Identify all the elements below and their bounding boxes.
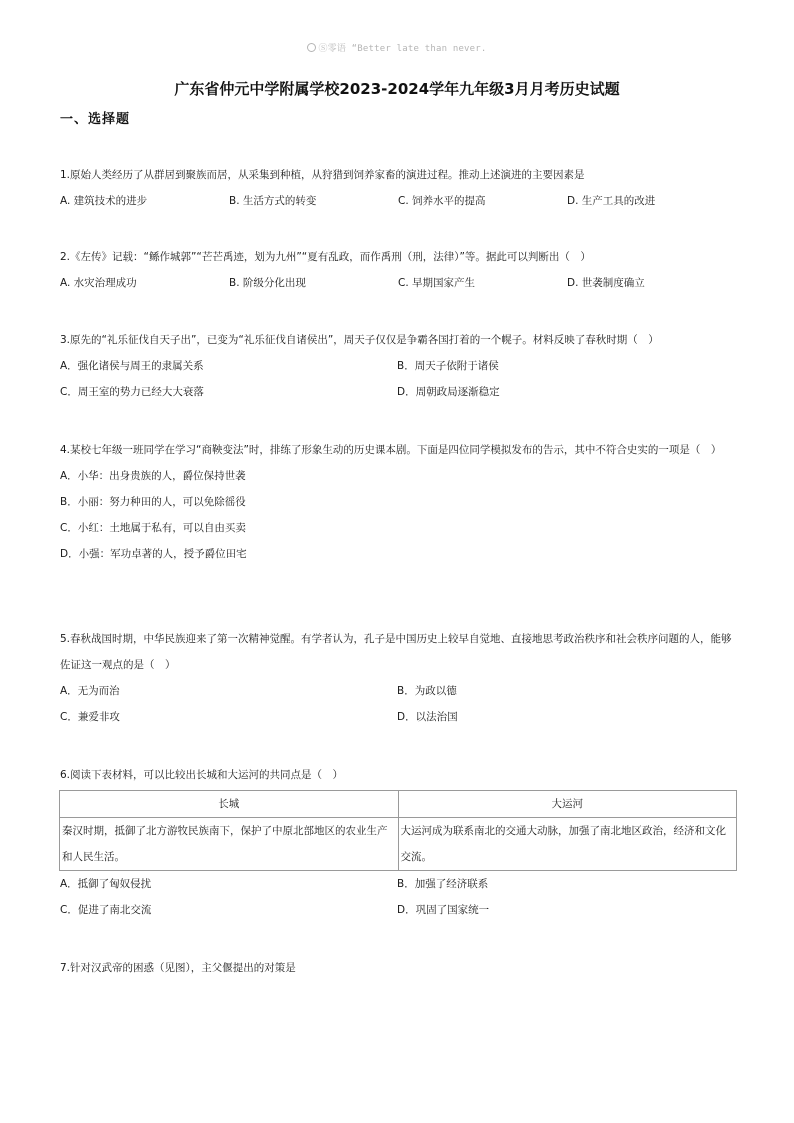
table-row [60, 818, 737, 871]
option-a[interactable]: A．抵御了匈奴侵扰 [60, 878, 152, 890]
table-header: 大运河 [398, 791, 737, 818]
watermark [0, 41, 794, 54]
option-d[interactable]: D．巩固了国家统一 [397, 904, 490, 916]
question-stem: 1.原始人类经历了从群居到聚族而居，从采集到种植，从狩猎到饲养家畜的演进过程。推动上述演进的主要因素是 [60, 169, 585, 181]
question-2 [60, 244, 740, 296]
option-b[interactable]: B．加强了经济联系 [397, 878, 489, 890]
question-4 [60, 437, 740, 567]
question-stem: 2.《左传》记载：“鲧作城郭”“芒芒禹迹，划为九州”“夏有乱政，而作禹刑（刑，法律）”等。据此可以判断出（ ） [60, 251, 591, 263]
options [60, 270, 740, 296]
option-d[interactable]: D．小强：军功卓著的人，授予爵位田宅 [60, 548, 247, 560]
option-d[interactable]: D. 世袭制度确立 [567, 277, 645, 289]
question-7 [60, 955, 740, 981]
option-a[interactable]: A．强化诸侯与周王的隶属关系 [60, 360, 204, 372]
options [60, 353, 740, 405]
table-header: 长城 [60, 791, 399, 818]
options [60, 871, 740, 923]
option-b[interactable]: B. 阶级分化出现 [229, 277, 306, 289]
option-b[interactable]: B．为政以德 [397, 685, 457, 697]
option-b[interactable]: B．周天子依附于诸侯 [397, 360, 499, 372]
option-c[interactable]: C. 早期国家产生 [398, 277, 476, 289]
question-6 [60, 762, 740, 923]
option-d[interactable]: D．周朝政局逐渐稳定 [397, 386, 500, 398]
question-stem: 3.原先的“礼乐征伐自天子出”，已变为“礼乐征伐自诸侯出”，周天子仅仅是争霸各国打着的一个幌子。材料反映了春秋时期（ ） [60, 334, 659, 346]
option-a[interactable]: A. 建筑技术的进步 [60, 195, 148, 207]
watermark-text: Ⓢ零语 “Better late than never. [318, 44, 487, 54]
options [60, 678, 740, 730]
options [60, 463, 740, 567]
exam-title: 广东省仲元中学附属学校2023-2024学年九年级3月月考历史试题 [174, 80, 620, 98]
question-stem: 7.针对汉武帝的困惑（见图），主父偃提出的对策是 [60, 962, 296, 974]
option-c[interactable]: C．促进了南北交流 [60, 904, 152, 916]
option-b[interactable]: B. 生活方式的转变 [229, 195, 317, 207]
option-c[interactable]: C．周王室的势力已经大大衰落 [60, 386, 204, 398]
options [60, 188, 740, 214]
option-c[interactable]: C. 饲养水平的提高 [398, 195, 486, 207]
option-c[interactable]: C．小红：土地属于私有，可以自由买卖 [60, 522, 246, 534]
question-stem: 6.阅读下表材料，可以比较出长城和大运河的共同点是（ ） [60, 769, 344, 781]
question-stem: 4.某校七年级一班同学在学习“商鞅变法”时，排练了形象生动的历史课本剧。下面是四位同学模拟发布的告示，其中不符合史实的一项是（ ） [60, 444, 722, 456]
table-header-row [60, 791, 737, 818]
option-d[interactable]: D. 生产工具的改进 [567, 195, 656, 207]
option-b[interactable]: B．小丽：努力种田的人，可以免除徭役 [60, 496, 246, 508]
watermark-logo-icon [307, 43, 316, 52]
question-stem: 5.春秋战国时期，中华民族迎来了第一次精神觉醒。有学者认为，孔子是中国历史上较早自觉地、直接地思考政治秩序和社会秩序问题的人，能够佐证这一观点的是（ ） [60, 633, 732, 671]
option-a[interactable]: A．小华：出身贵族的人，爵位保持世袭 [60, 470, 246, 482]
question-5 [60, 626, 740, 730]
table-cell: 秦汉时期，抵御了北方游牧民族南下，保护了中原北部地区的农业生产和人民生活。 [60, 818, 399, 871]
option-a[interactable]: A. 水灾治理成功 [60, 277, 137, 289]
option-c[interactable]: C．兼爱非攻 [60, 711, 120, 723]
option-a[interactable]: A．无为而治 [60, 685, 120, 697]
table-cell: 大运河成为联系南北的交通大动脉，加强了南北地区政治，经济和文化交流。 [398, 818, 737, 871]
comparison-table [59, 790, 737, 871]
question-3 [60, 327, 740, 405]
section-heading: 一、选择题 [60, 112, 131, 127]
option-d[interactable]: D．以法治国 [397, 711, 458, 723]
question-1 [60, 162, 740, 214]
